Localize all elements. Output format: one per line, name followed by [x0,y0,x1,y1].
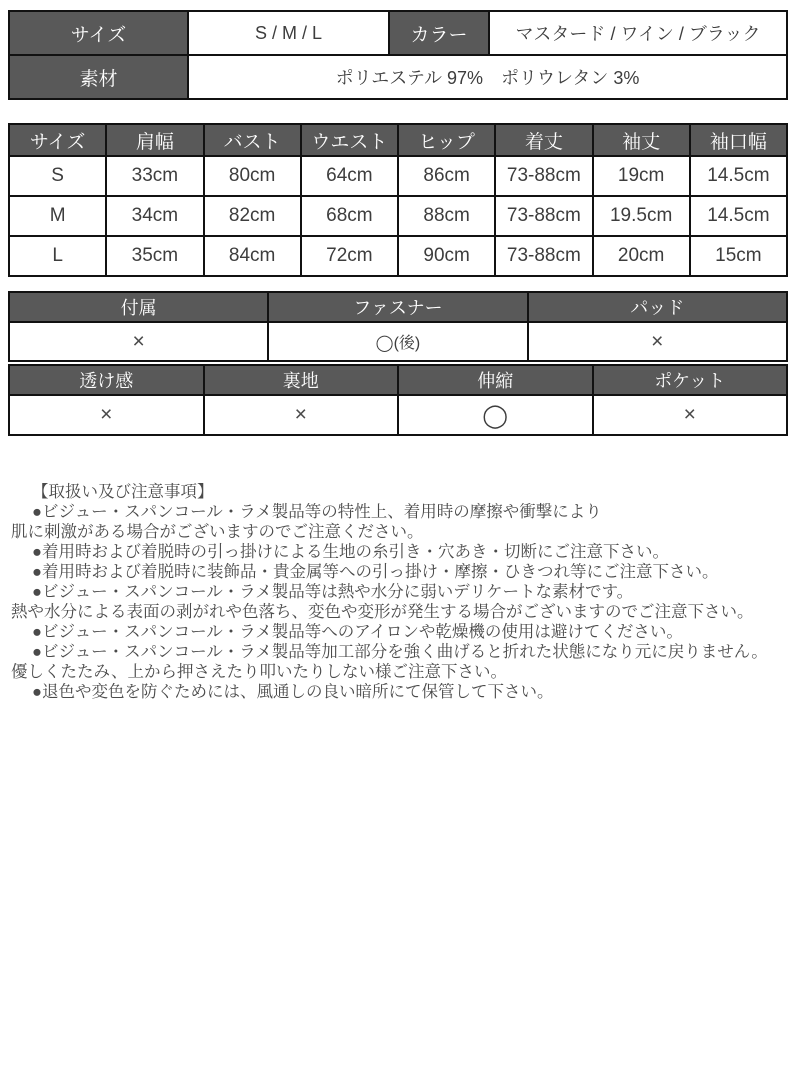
measurement-cell: 80cm [205,157,300,195]
care-note-line: 熱や水分による表面の剥がれや色落ち、変色や変形が発生する場合がございますのでご注意下さい。 [11,603,754,621]
info-table [8,10,788,100]
measurement-cell: 14.5cm [691,157,786,195]
care-note-line: ●着用時および着脱時の引っ掛けによる生地の糸引き・穴あき・切断にご注意下さい。 [32,543,669,561]
material-label-cell: 素材 [10,56,187,98]
color-label-cell: カラー [390,12,488,54]
measurement-cell: 84cm [205,237,300,275]
measurement-cell: 73-88cm [496,237,591,275]
sheerness-value-cell: × [10,396,203,434]
measurement-cell: 73-88cm [496,157,591,195]
measurement-cell: 82cm [205,197,300,235]
color-value-cell: マスタード / ワイン / ブラック [490,12,786,54]
lining-value-cell: × [205,396,398,434]
column-header-bust: バスト [205,125,300,155]
care-note-line: 優しくたたみ、上から押さえたり叩いたりしない様ご注意下さい。 [11,663,507,681]
size-value-cell: S / M / L [189,12,388,54]
care-note-line: ●ビジュー・スパンコール・ラメ製品等加工部分を強く曲げると折れた状態になり元に戻りません。 [32,643,768,661]
column-header-hip: ヒップ [399,125,494,155]
features-table-2 [8,364,788,436]
care-note-line: ●ビジュー・スパンコール・ラメ製品等の特性上、着用時の摩擦や衝撃により [32,503,602,521]
column-header-size: サイズ [10,125,105,155]
sheerness-header-cell: 透け感 [10,366,203,394]
column-header-waist: ウエスト [302,125,397,155]
pad-header-cell: パッド [529,293,786,321]
column-header-sleeve: 袖丈 [594,125,689,155]
care-note-line: ●ビジュー・スパンコール・ラメ製品等へのアイロンや乾燥機の使用は避けてください。 [32,623,683,641]
measurement-cell: 19cm [594,157,689,195]
attachment-value-cell: × [10,323,267,360]
measurement-cell: 34cm [107,197,202,235]
measurement-cell: 73-88cm [496,197,591,235]
measurement-cell: M [10,197,105,235]
care-note-line: ●ビジュー・スパンコール・ラメ製品等は熱や水分に弱いデリケートな素材です。 [32,583,634,601]
care-note-line: ●退色や変色を防ぐためには、風通しの良い暗所にて保管して下さい。 [32,683,554,701]
features-table-1 [8,291,788,362]
column-header-cuff: 袖口幅 [691,125,786,155]
care-notes-heading: 【取扱い及び注意事項】 [32,483,214,501]
pocket-value-cell: × [594,396,787,434]
pad-value-cell: × [529,323,786,360]
pocket-header-cell: ポケット [594,366,787,394]
measurement-cell: 19.5cm [594,197,689,235]
measurement-cell: 33cm [107,157,202,195]
measurement-cell: 15cm [691,237,786,275]
measurement-cell: 35cm [107,237,202,275]
measurement-cell: 64cm [302,157,397,195]
size-label-cell: サイズ [10,12,187,54]
care-note-line: ●着用時および着脱時に装飾品・貴金属等への引っ掛け・摩擦・ひきつれ等にご注意下さい。 [32,563,719,581]
stretch-value-cell: ◯ [399,396,592,434]
column-header-shoulder: 肩幅 [107,125,202,155]
stretch-header-cell: 伸縮 [399,366,592,394]
measurement-cell: S [10,157,105,195]
column-header-length: 着丈 [496,125,591,155]
measurement-cell: 88cm [399,197,494,235]
lining-header-cell: 裏地 [205,366,398,394]
measurements-table [8,123,788,277]
measurement-cell: 14.5cm [691,197,786,235]
measurement-cell: 68cm [302,197,397,235]
measurement-cell: 20cm [594,237,689,275]
measurement-cell: 90cm [399,237,494,275]
measurement-cell: 72cm [302,237,397,275]
measurement-cell: L [10,237,105,275]
zipper-header-cell: ファスナー [269,293,526,321]
zipper-value-cell: ◯(後) [269,323,526,360]
care-note-line: 肌に刺激がある場合がございますのでご注意ください。 [11,523,424,541]
material-value-cell: ポリエステル 97% ポリウレタン 3% [189,56,786,98]
measurement-cell: 86cm [399,157,494,195]
attachment-header-cell: 付属 [10,293,267,321]
care-notes [11,482,797,702]
